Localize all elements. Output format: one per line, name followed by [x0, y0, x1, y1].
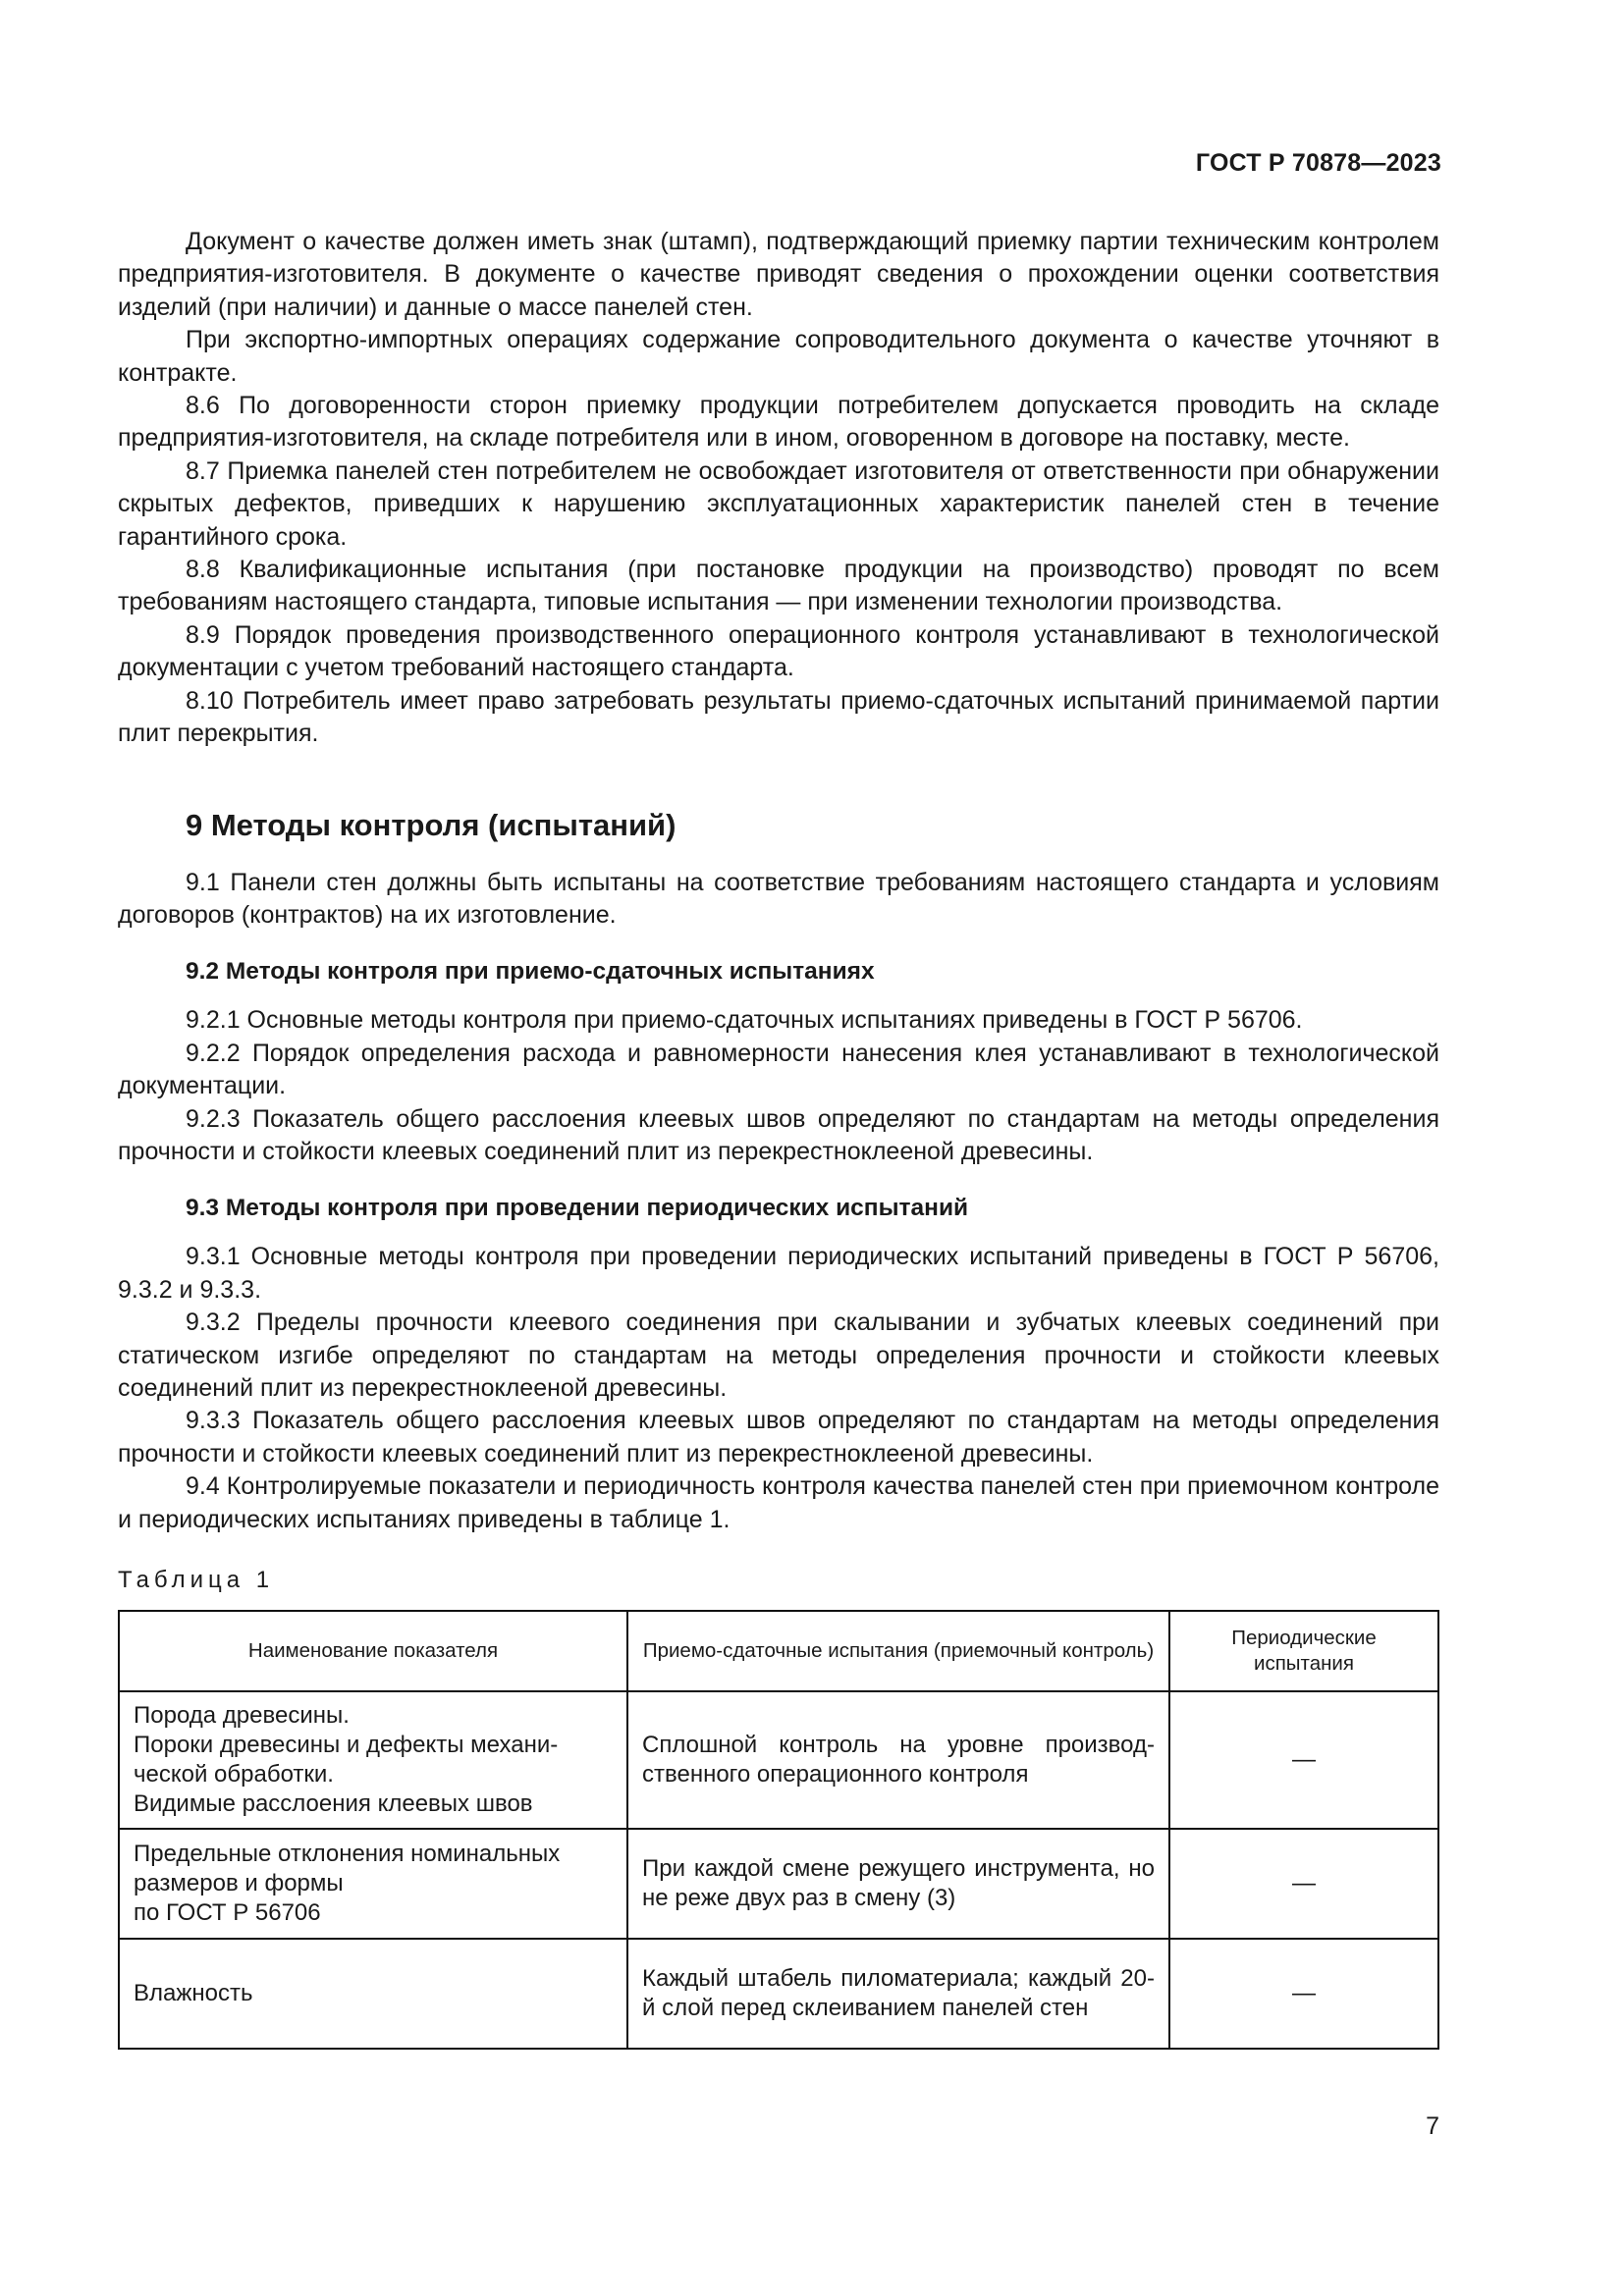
table-row — [119, 1691, 1438, 1829]
cell-acceptance: При каждой смене режущего инструмента, но не реже двух раз в смену (3) — [627, 1829, 1169, 1939]
table-1 — [118, 1610, 1439, 2050]
paragraph-9-3-2: 9.3.2 Пределы прочности клеевого соединения при скалывании и зубчатых клеевых соединений при статическом изгибе определяют по стандартам на методы определения прочности и стойкости клеевых соединений плит из перекрестноклееной древесины. — [118, 1308, 1439, 1402]
column-header: Периодические испытания — [1169, 1611, 1438, 1691]
section-9-title: 9 Методы контроля (испытаний) — [186, 807, 677, 842]
cell-indicator-name — [119, 1829, 627, 1939]
paragraph-9-2-3: 9.2.3 Показатель общего расслоения клеевых швов определяют по стандартам на методы определения прочности и стойкости клеевых соединений плит из перекрестноклееной древесины. — [118, 1104, 1439, 1165]
paragraph-9-3-3: 9.3.3 Показатель общего расслоения клеевых швов определяют по стандартам на методы определения прочности и стойкости клеевых соединений плит из перекрестноклееной древесины. — [118, 1407, 1439, 1468]
table-row — [119, 1829, 1438, 1939]
paragraph-9-1: 9.1 Панели стен должны быть испытаны на соответствие требованиям настоящего стандарта и условиям договоров (контрактов) на их изготовление. — [118, 868, 1439, 929]
table-header-row — [119, 1611, 1438, 1691]
cell-periodic: — — [1169, 1939, 1438, 2049]
cell-indicator-name: Влажность — [119, 1939, 627, 2049]
paragraph-9-3-1: 9.3.1 Основные методы контроля при проведении периодических испытаний приведены в ГОСТ Р 56706, 9.3.2 и 9.3.3. — [118, 1243, 1439, 1304]
document-id-header: ГОСТ Р 70878—2023 — [1195, 149, 1441, 177]
cell-acceptance: Сплошной контроль на уровне производственного операционного контроля — [627, 1691, 1169, 1829]
cell-line: Предельные отклонения номинальных размеров и формы по ГОСТ Р 56706 — [134, 1841, 561, 1927]
column-header: Наименование показателя — [119, 1611, 627, 1691]
paragraph-8-7: 8.7 Приемка панелей стен потребителем не освобождает изготовителя от ответственности при обнаружении скрытых дефектов, приведших к нарушению эксплуатационных характеристик панелей стен в течение гарантийного срока. — [118, 456, 1439, 551]
cell-periodic: — — [1169, 1691, 1438, 1829]
table-row — [119, 1939, 1438, 2049]
paragraph: Документ о качестве должен иметь знак (штамп), подтверждающий приемку партии техническим контролем предприятия-изготовителя. В документе о качестве приводят сведения о прохождении оценки соответствия изделий (при наличии) и данные о массе панелей стен. — [118, 228, 1439, 321]
paragraph-8-6: 8.6 По договоренности сторон приемку продукции потребителем допускается проводить на складе предприятия-изготовителя, на складе потребителя или в ином, оговоренном в договоре на поставку, месте. — [118, 392, 1439, 453]
page-content — [118, 226, 1439, 2050]
subsection-9-2-title: 9.2 Методы контроля при приемо-сдаточных испытаниях — [186, 958, 875, 986]
paragraph-8-9: 8.9 Порядок проведения производственного операционного контроля устанавливают в технологической документации с учетом требований настоящего стандарта. — [118, 620, 1439, 682]
cell-indicator-name — [119, 1691, 627, 1829]
cell-periodic: — — [1169, 1829, 1438, 1939]
paragraph-9-2-2: 9.2.2 Порядок определения расхода и равномерности нанесения клея устанавливают в технологической документации. — [118, 1039, 1439, 1100]
page-number: 7 — [1426, 2112, 1439, 2140]
table-caption: Таблица 1 — [118, 1567, 275, 1593]
column-header: Приемо-сдаточные испытания (приемочный контроль) — [627, 1611, 1169, 1691]
subsection-9-3-title: 9.3 Методы контроля при проведении периодических испытаний — [186, 1195, 969, 1222]
paragraph-8-10: 8.10 Потребитель имеет право затребовать результаты приемо-сдаточных испытаний принимаемой партии плит перекрытия. — [118, 686, 1439, 748]
cell-acceptance: Каждый штабель пиломатериала; каждый 20-й слой перед склеиванием панелей стен — [627, 1939, 1169, 2049]
cell-line: Порода древесины. Пороки древесины и дефекты механической обработки. Видимые расслоения клеевых швов — [134, 1702, 559, 1818]
paragraph-9-2-1: 9.2.1 Основные методы контроля при приемо-сдаточных испытаниях приведены в ГОСТ Р 56706. — [186, 1006, 1303, 1035]
paragraph: При экспортно-импортных операциях содержание сопроводительного документа о качестве уточняют в контракте. — [118, 326, 1439, 387]
paragraph-8-8: 8.8 Квалификационные испытания (при постановке продукции на производство) проводят по всем требованиям настоящего стандарта, типовые испытания — при изменении технологии производства. — [118, 556, 1439, 616]
paragraph-9-4: 9.4 Контролируемые показатели и периодичность контроля качества панелей стен при приемочном контроле и периодических испытаниях приведены в таблице 1. — [118, 1472, 1439, 1533]
